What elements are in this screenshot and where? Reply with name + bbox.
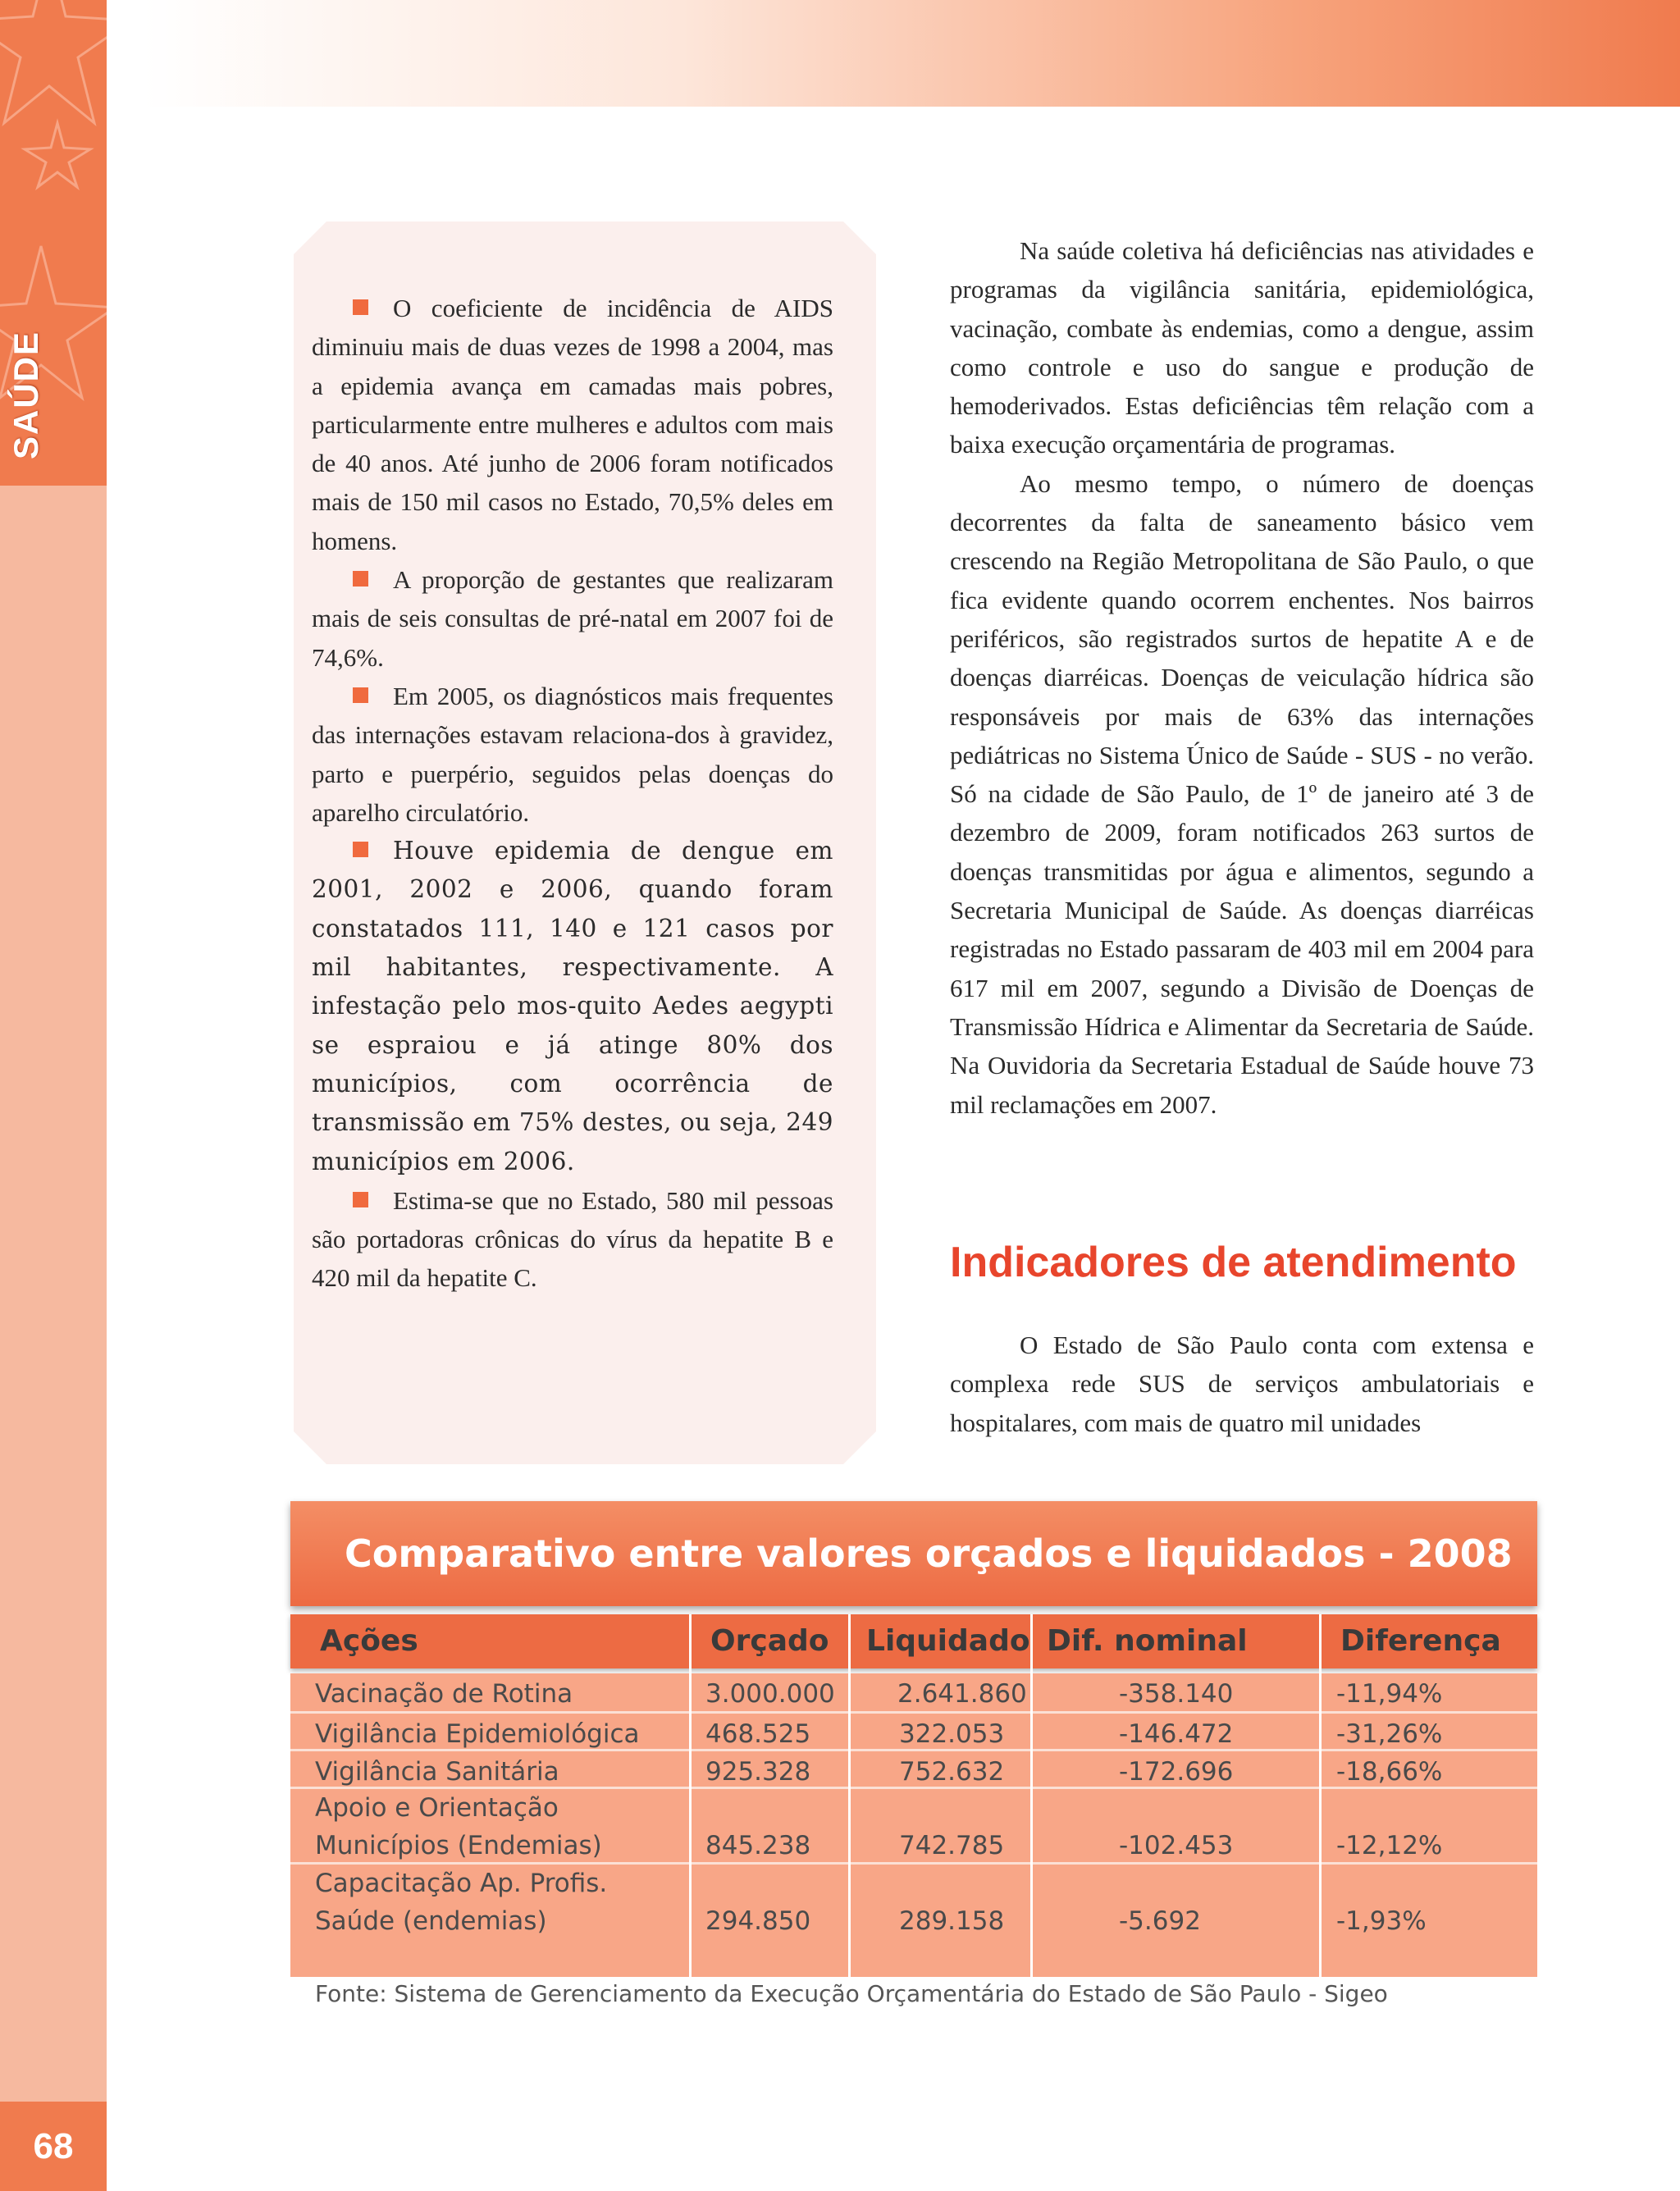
column-divider [1030, 1614, 1033, 1977]
cell-liquidado: 742.785 [899, 1831, 1005, 1860]
cell-dif-nominal: -146.472 [1119, 1719, 1234, 1749]
header-dif-nominal: Dif. nominal [1047, 1624, 1248, 1658]
square-bullet-icon [353, 1192, 368, 1207]
table-title: Comparativo entre valores orçados e liquidados - 2008 [290, 1501, 1537, 1606]
cell-dif-nominal: -172.696 [1119, 1757, 1234, 1787]
cell-orcado: 3.000.000 [705, 1679, 835, 1709]
table-source: Fonte: Sistema de Gerenciamento da Execução Orçamentária do Estado de São Paulo - Sigeo [315, 1980, 1388, 2007]
cell-diferenca: -1,93% [1336, 1906, 1427, 1936]
cell-liquidado: 289.158 [899, 1906, 1005, 1936]
square-bullet-icon [353, 299, 368, 315]
square-bullet-icon [353, 571, 368, 587]
cell-acao: Vigilância Sanitária [315, 1757, 559, 1787]
cell-acao: Vacinação de Rotina [315, 1679, 573, 1709]
sidebar [0, 0, 107, 2191]
cell-acao: Capacitação Ap. Profis. [315, 1869, 608, 1898]
body-text-continued [950, 1326, 1534, 1442]
table-header-row [290, 1614, 1537, 1668]
table-row [290, 1749, 1537, 1787]
table-row [290, 1787, 1537, 1862]
header-diferenca: Diferença [1340, 1624, 1501, 1658]
bullet-item: Em 2005, os diagnósticos mais frequentes das internações estavam relaciona-dos à gravidez, parto e puerpério, seguidos pelas doenças do aparelho circulatório. [312, 681, 833, 827]
bullet-item: O coeficiente de incidência de AIDS diminuiu mais de duas vezes de 1998 a 2004, mas a epidemia avança em camadas mais pobres, particularmente entre mulheres e adultos com mais de 40 anos. Até junho de 2006 foram notificados mais de 150 mil casos no Estado, 70,5% deles em homens. [312, 294, 833, 555]
cell-orcado: 468.525 [705, 1719, 811, 1749]
highlights-list [312, 289, 833, 1298]
table-body [290, 1673, 1537, 1977]
column-divider [848, 1614, 851, 1977]
column-divider [689, 1614, 692, 1977]
cell-diferenca: -11,94% [1336, 1679, 1443, 1709]
cell-diferenca: -31,26% [1336, 1719, 1443, 1749]
square-bullet-icon [353, 842, 368, 857]
body-paragraph: O Estado de São Paulo conta com extensa e complexa rede SUS de serviços ambulatoriais e hospitalares, com mais de quatro mil unidades [950, 1331, 1534, 1437]
cell-dif-nominal: -102.453 [1119, 1831, 1234, 1860]
budget-table [290, 1501, 1537, 2010]
square-bullet-icon [353, 687, 368, 703]
cell-acao-line2: Saúde (endemias) [315, 1906, 547, 1936]
cell-acao-line2: Municípios (Endemias) [315, 1831, 602, 1860]
table-row [290, 1711, 1537, 1749]
cell-acao: Apoio e Orientação [315, 1793, 559, 1823]
table-row [290, 1673, 1537, 1711]
bullet-item: Estima-se que no Estado, 580 mil pessoas são portadoras crônicas do vírus da hepatite B e 420 mil da hepatite C. [312, 1185, 833, 1293]
header-acoes: Ações [320, 1624, 418, 1658]
header-gradient-band [144, 0, 1680, 107]
bullet-item: A proporção de gestantes que realizaram mais de seis consultas de pré-natal em 2007 foi de 74,6%. [312, 565, 833, 672]
cell-liquidado: 752.632 [899, 1757, 1005, 1787]
cell-diferenca: -18,66% [1336, 1757, 1443, 1787]
body-text-column [950, 231, 1534, 1124]
page-number: 68 [0, 2102, 107, 2191]
header-orcado: Orçado [710, 1624, 829, 1658]
cell-diferenca: -12,12% [1336, 1831, 1443, 1860]
column-divider [1319, 1614, 1322, 1977]
cell-orcado: 845.238 [705, 1831, 811, 1860]
body-paragraph: Ao mesmo tempo, o número de doenças decorrentes da falta de saneamento básico vem crescendo na Região Metropolitana de São Paulo, o que fica evidente quando ocorrem enchentes. Nos bairros periféricos, são registrados surtos de hepatite A e de doenças diarréicas. Doenças de veiculação hídrica são responsáveis por mais de 63% das internações pediátricas no Sistema Único de Saúde - SUS - no verão. Só na cidade de São Paulo, de 1º de janeiro até 3 de dezembro de 2009, foram notificados 263 surtos de doenças transmitidas por água e alimentos, segundo a Secretaria Municipal de Saúde. As doenças diarréicas registradas no Estado passaram de 403 mil em 2004 para 617 mil em 2007, segundo a Divisão de Doenças de Transmissão Hídrica e Alimentar da Secretaria de Saúde. Na Ouvidoria da Secretaria Estadual de Saúde houve 73 mil reclamações em 2007. [950, 468, 1534, 1119]
header-liquidado: Liquidado [866, 1624, 1030, 1658]
table-row [290, 1862, 1537, 1938]
section-label: SAÚDE [7, 330, 45, 459]
bullet-item: Houve epidemia de dengue em 2001, 2002 e 2006, quando foram constatados 111, 140 e 121 casos por mil habitantes, respectivamente. A infestação pelo mos-quito Aedes aegypti se espraiou e já atinge 80% dos municípios, com ocorrência de transmissão em 75% destes, ou seja, 249 municípios em 2006. [312, 837, 833, 1175]
cell-orcado: 294.850 [705, 1906, 811, 1936]
cell-orcado: 925.328 [705, 1757, 811, 1787]
cell-liquidado: 322.053 [899, 1719, 1005, 1749]
body-paragraph: Na saúde coletiva há deficiências nas atividades e programas da vigilância sanitária, epidemiológica, vacinação, combate às endemias, como a dengue, assim como controle e uso do sangue e produção de hemoderivados. Estas deficiências têm relação com a baixa execução orçamentária de programas. [950, 236, 1534, 459]
cell-dif-nominal: -358.140 [1119, 1679, 1234, 1709]
cell-dif-nominal: -5.692 [1119, 1906, 1201, 1936]
section-heading: Indicadores de atendimento [950, 1239, 1517, 1286]
cell-liquidado: 2.641.860 [897, 1679, 1027, 1709]
cell-acao: Vigilância Epidemiológica [315, 1719, 640, 1749]
